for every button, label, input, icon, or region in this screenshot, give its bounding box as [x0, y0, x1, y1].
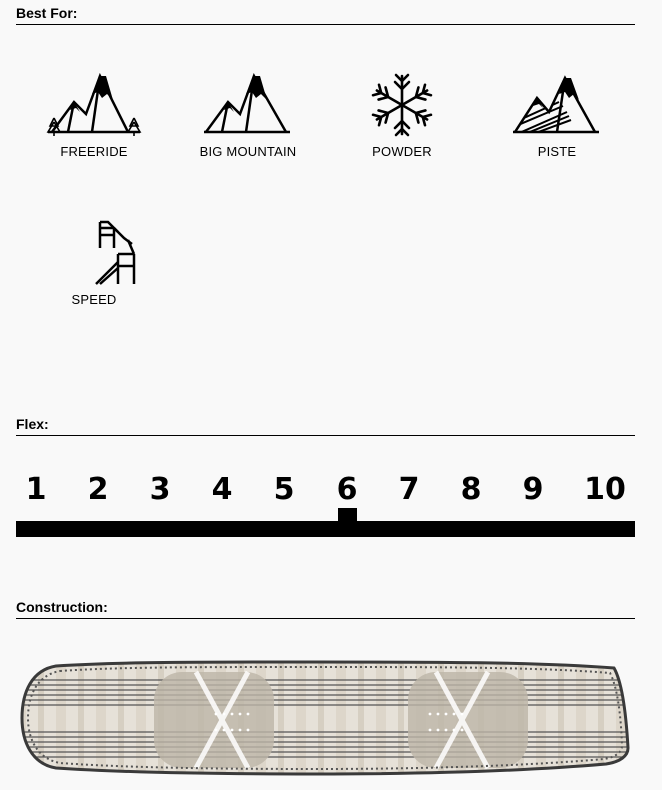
best-for-label: PISTE — [537, 144, 577, 159]
snowboard-construction-graphic — [16, 652, 636, 784]
flex-scale-number: 9 — [522, 472, 544, 507]
best-for-item-speed — [19, 218, 169, 307]
flex-scale-number: 6 — [336, 472, 358, 507]
best-for-label: BIG MOUNTAIN — [199, 144, 297, 159]
flex-scale-number: 2 — [87, 472, 109, 507]
big-mountain-icon — [198, 72, 298, 138]
best-for-heading: Best For: — [16, 5, 635, 25]
flex-heading: Flex: — [16, 416, 635, 436]
best-for-item-freeride — [19, 72, 169, 159]
flex-scale-number: 8 — [460, 472, 482, 507]
flex-bar — [16, 521, 635, 537]
piste-mountain-icon — [507, 72, 607, 138]
best-for-label: SPEED — [71, 292, 117, 307]
best-for-item-powder — [327, 72, 477, 159]
flex-scale-number: 3 — [149, 472, 171, 507]
best-for-item-big-mountain — [173, 72, 323, 159]
flex-value-marker — [338, 508, 357, 523]
flex-scale-number: 10 — [584, 472, 626, 507]
flex-scale — [16, 472, 635, 508]
construction-heading: Construction: — [16, 599, 635, 619]
flex-scale-number: 4 — [211, 472, 233, 507]
freeride-mountain-trees-icon — [44, 72, 144, 138]
speed-stairs-icon — [44, 218, 144, 286]
flex-scale-number: 1 — [25, 472, 47, 507]
best-for-label: POWDER — [372, 144, 432, 159]
flex-scale-number: 5 — [273, 472, 295, 507]
best-for-label: FREERIDE — [60, 144, 128, 159]
snowflake-icon — [352, 72, 452, 138]
best-for-item-piste — [482, 72, 632, 159]
flex-scale-number: 7 — [398, 472, 420, 507]
